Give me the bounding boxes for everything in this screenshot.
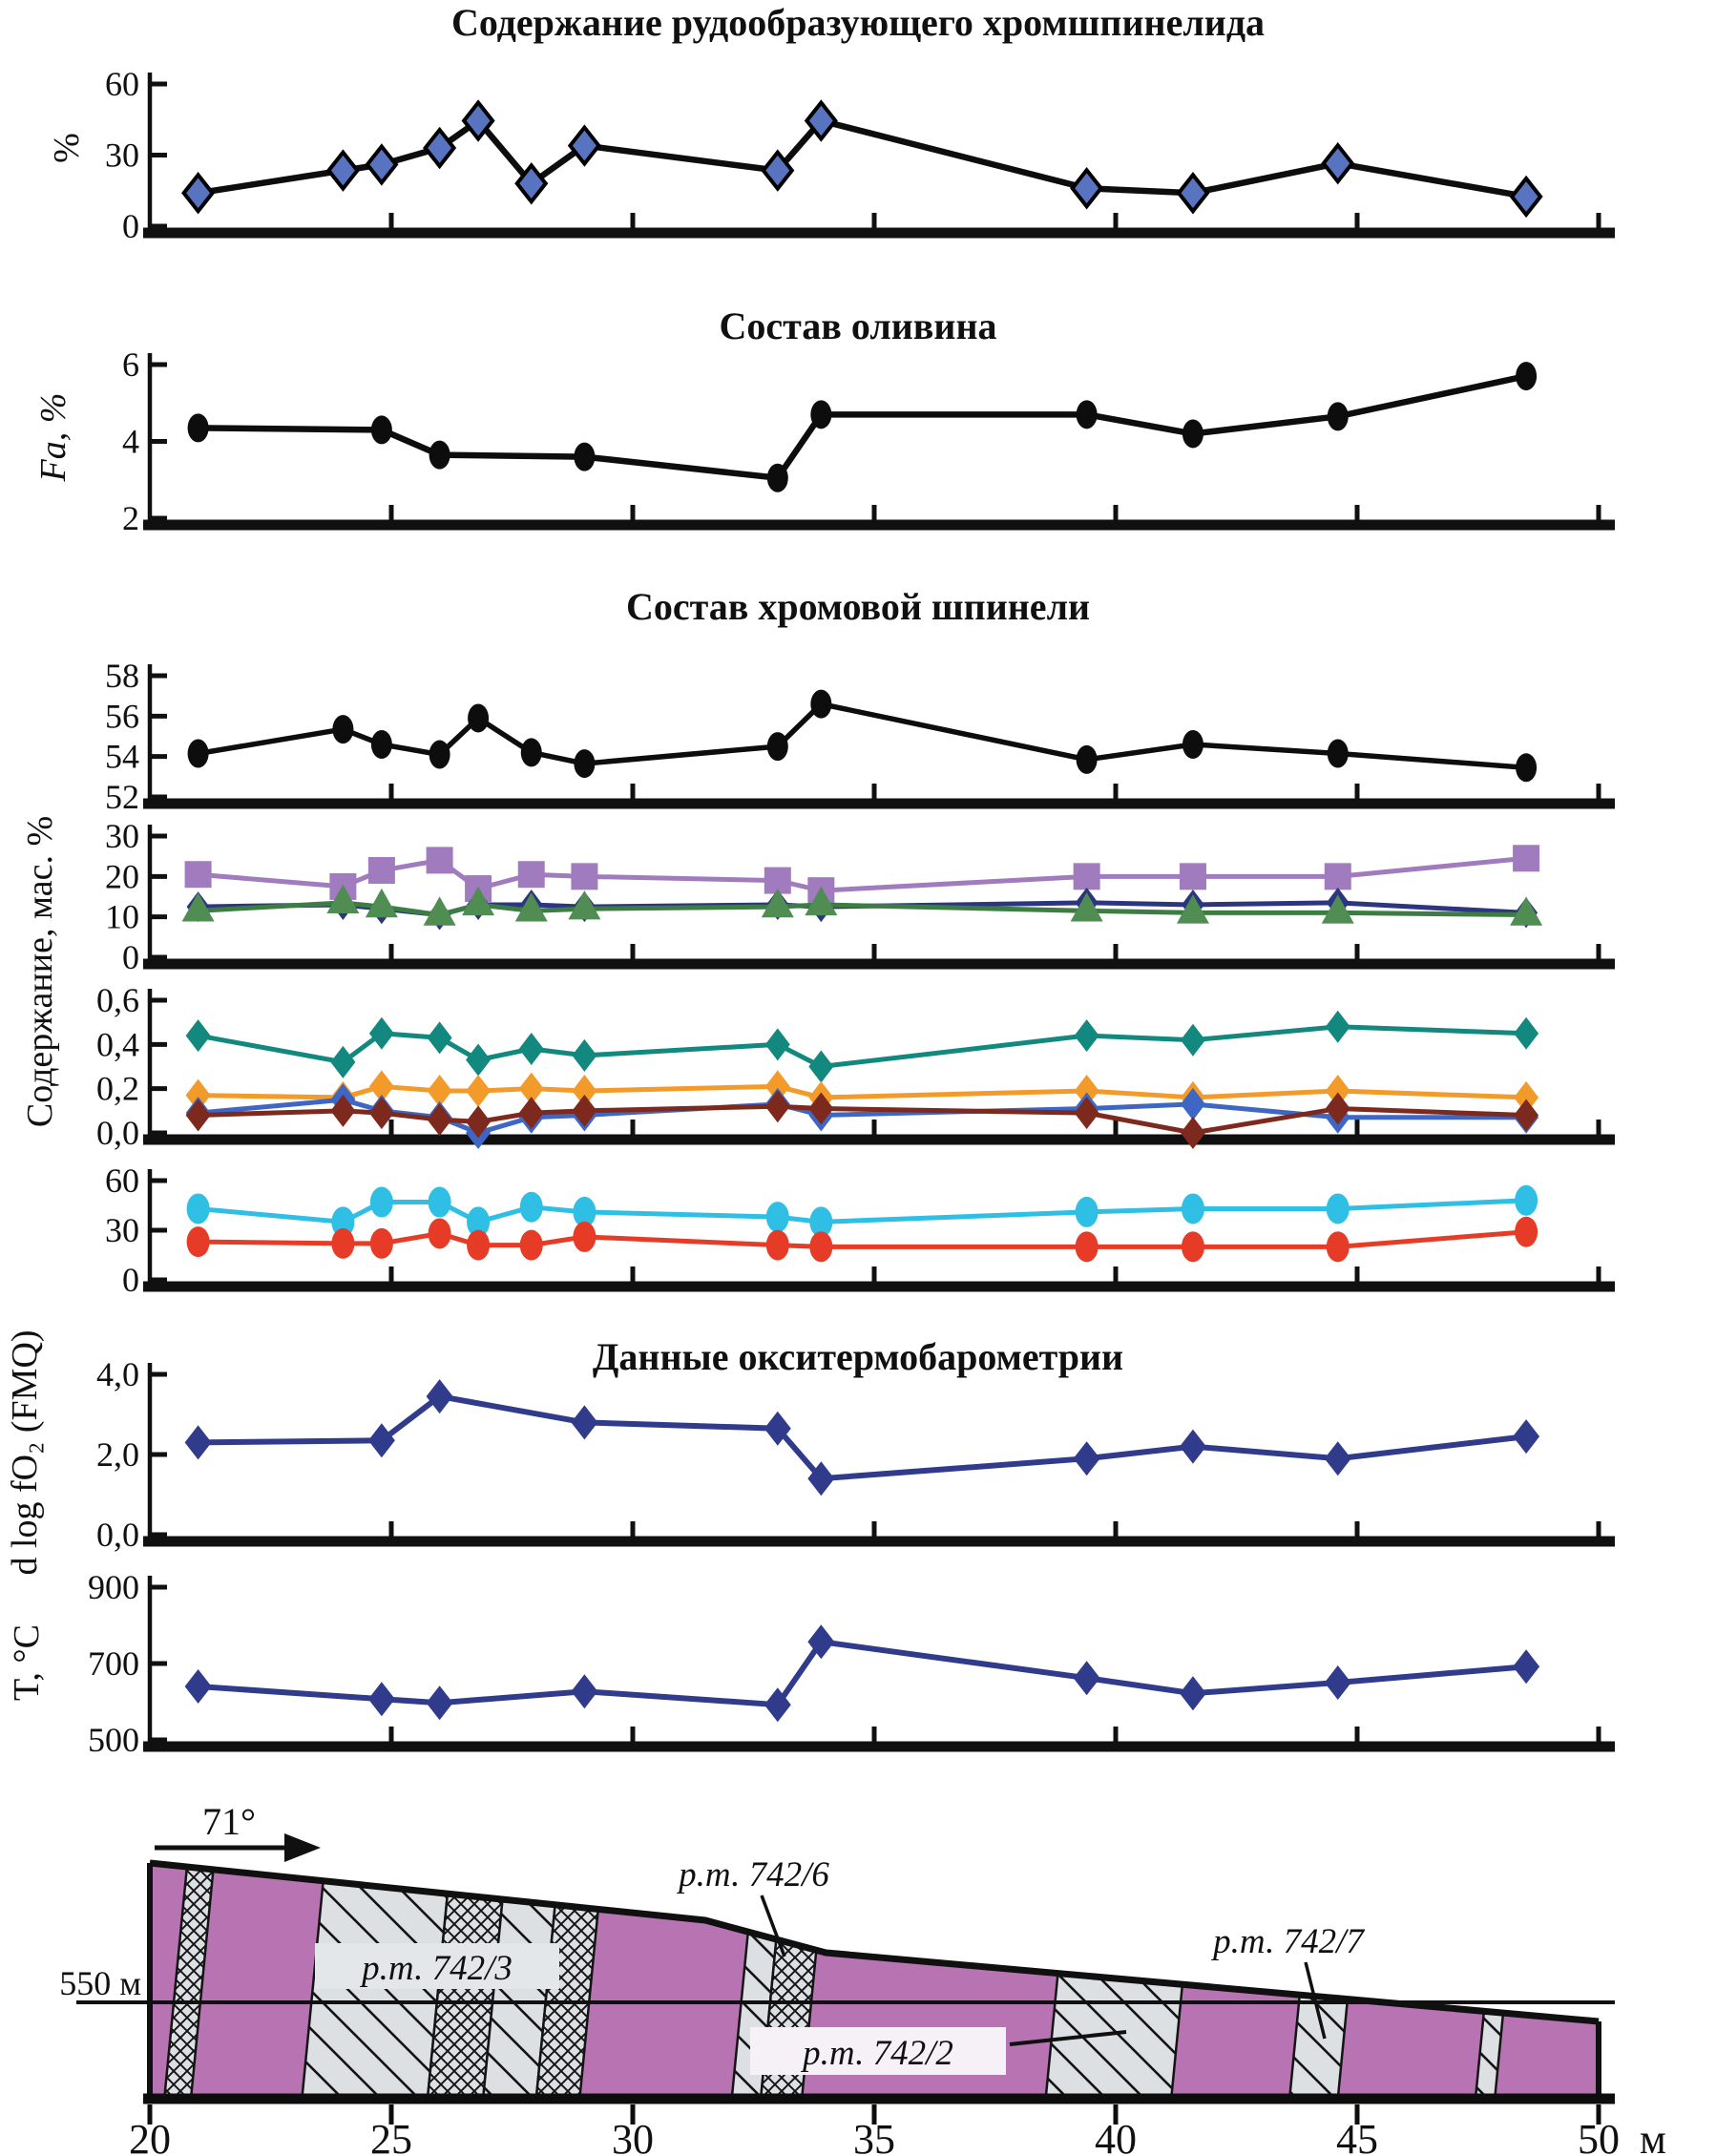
black-circles-marker — [1182, 730, 1203, 759]
black-circles-marker — [810, 400, 831, 429]
black-circles-marker — [1328, 402, 1349, 430]
y-tick-label: 30 — [105, 1211, 139, 1249]
green-triangles-marker — [366, 889, 398, 917]
red-circles-marker — [467, 1230, 490, 1261]
maroon-diamonds-marker — [1075, 1097, 1099, 1129]
maroon-diamonds-marker — [428, 1103, 452, 1136]
oxythermobarometry-title: Данные окситермобарометрии — [592, 1335, 1124, 1378]
blue-diamonds-marker — [570, 128, 598, 164]
purple-squares-marker — [185, 861, 212, 888]
green-triangles-marker — [1177, 894, 1209, 923]
navy-diamonds-line — [199, 1396, 1527, 1478]
chart-ore-content-plot — [0, 38, 1716, 305]
y-tick-label: 56 — [105, 697, 139, 736]
navy-diamonds-marker — [571, 1405, 597, 1439]
purple-squares-marker — [1325, 863, 1351, 890]
teal-diamonds-marker — [330, 1046, 355, 1078]
y-tick-label: 10 — [105, 897, 139, 936]
cross-section — [0, 1799, 1716, 2156]
purple-squares-marker — [1513, 845, 1539, 871]
teal-diamonds-marker — [1075, 1019, 1099, 1052]
y-tick-label: 58 — [105, 657, 139, 695]
teal-diamonds-marker — [765, 1028, 790, 1060]
purple-squares-marker — [571, 863, 597, 890]
x-axis-unit-label: м — [1640, 2116, 1666, 2156]
cyan-circles-marker — [1076, 1197, 1099, 1227]
y-axis-label-percent: % — [47, 133, 87, 163]
black-circles-marker — [332, 715, 353, 743]
blue-diamonds-marker — [1179, 175, 1207, 211]
red-circles-marker — [1327, 1231, 1350, 1262]
x-axis-tick-label: 35 — [853, 2116, 895, 2156]
x-axis-tick-label: 50 — [1578, 2116, 1620, 2156]
black-circles-marker — [429, 441, 450, 470]
blue-diamonds-marker — [1512, 178, 1540, 215]
chart-spinel-mgfe-plot — [0, 1150, 1716, 1308]
black-circles-marker — [574, 749, 595, 778]
red-circles-marker — [370, 1228, 393, 1259]
red-circles-marker — [1182, 1231, 1204, 1262]
direction-label: 71° — [202, 1800, 256, 1843]
blue-diamonds-marker — [426, 130, 454, 166]
red-circles-marker — [187, 1226, 210, 1257]
black-circles-marker — [1077, 745, 1098, 774]
sample-label-742-7: р.т. 742/7 — [1213, 1922, 1364, 1961]
y-tick-label: 0,6 — [96, 981, 139, 1019]
red-circles-marker — [520, 1230, 543, 1261]
y-axis-label-fo2: d log fO₂ (FMQ) — [5, 1329, 45, 1576]
black-circles-marker — [810, 690, 831, 719]
cyan-circles-marker — [520, 1192, 543, 1223]
y-tick-label: 4,0 — [96, 1355, 139, 1393]
y-axis-label-fa: Fa, % — [33, 392, 73, 482]
navy-diamonds-marker — [1074, 1441, 1100, 1476]
teal-diamonds-marker — [1326, 1011, 1350, 1043]
x-axis-tick-label: 45 — [1336, 2116, 1378, 2156]
y-tick-label: 0 — [122, 207, 139, 245]
blue-diamonds-marker — [1324, 145, 1352, 181]
red-circles-marker — [809, 1231, 832, 1262]
y-tick-label: 0,0 — [96, 1516, 139, 1554]
navy-diamonds-marker — [1325, 1665, 1351, 1700]
y-tick-label: 30 — [105, 136, 139, 175]
black-circles-marker — [1516, 362, 1537, 390]
navy-diamonds-marker — [1180, 1676, 1206, 1710]
y-tick-label: 0,0 — [96, 1114, 139, 1152]
black-circles-marker — [767, 464, 788, 492]
cyan-circles-marker — [766, 1202, 789, 1232]
navy-diamonds-marker — [1513, 1649, 1539, 1684]
black-circles-line — [199, 704, 1527, 768]
navy-diamonds-marker — [368, 1682, 395, 1716]
navy-diamonds-marker — [368, 1423, 395, 1457]
y-tick-label: 30 — [105, 817, 139, 855]
y-tick-label: 0 — [122, 1261, 139, 1299]
black-circles-marker — [188, 413, 209, 442]
y-tick-label: 20 — [105, 857, 139, 896]
teal-diamonds-marker — [1514, 1017, 1538, 1050]
navy-diamonds-marker — [427, 1379, 453, 1413]
red-circles-marker — [1076, 1231, 1099, 1262]
chart-temperature-plot — [0, 1563, 1716, 1766]
navy-diamonds-marker — [1325, 1441, 1351, 1476]
navy-diamonds-marker — [571, 1674, 597, 1708]
sample-label-742-2: р.т. 742/2 — [803, 2034, 953, 2073]
purple-squares-marker — [518, 861, 545, 888]
y-tick-label: 900 — [88, 1568, 139, 1606]
purple-squares-marker — [1180, 863, 1206, 890]
y-tick-label: 0,2 — [96, 1069, 139, 1108]
maroon-diamonds-marker — [186, 1099, 211, 1131]
cyan-circles-marker — [1182, 1193, 1204, 1224]
elevation-label: 550 м — [59, 1964, 141, 2002]
cross-section-x-axis — [129, 2099, 1666, 2156]
black-circles-marker — [1516, 753, 1537, 782]
sample-label-742-6: р.т. 742/6 — [679, 1855, 829, 1894]
green-triangles-marker — [1071, 892, 1103, 921]
y-tick-label: 700 — [88, 1644, 139, 1683]
red-circles-marker — [1515, 1217, 1538, 1247]
navy-diamonds-line — [199, 1642, 1527, 1705]
red-circles-marker — [331, 1228, 354, 1259]
y-tick-label: 2 — [122, 499, 139, 537]
chrome-spinel-title: Состав хромовой шпинели — [625, 585, 1091, 628]
y-tick-label: 0,4 — [96, 1025, 139, 1064]
cyan-circles-marker — [1327, 1193, 1350, 1224]
y-tick-label: 0 — [122, 938, 139, 976]
teal-diamonds-marker — [369, 1017, 394, 1050]
navy-diamonds-marker — [185, 1669, 212, 1704]
black-circles-marker — [188, 739, 209, 767]
navy-diamonds-marker — [1513, 1419, 1539, 1454]
y-tick-label: 500 — [88, 1721, 139, 1759]
teal-diamonds-marker — [572, 1039, 596, 1072]
red-circles-marker — [429, 1218, 451, 1248]
teal-diamonds-line — [199, 1027, 1527, 1067]
black-circles-marker — [521, 738, 542, 766]
y-tick-label: 4 — [122, 422, 139, 461]
black-circles-marker — [1182, 419, 1203, 448]
x-axis-tick-label: 20 — [129, 2116, 171, 2156]
blue-diamonds-marker — [328, 153, 357, 189]
x-axis-tick-label: 25 — [370, 2116, 412, 2156]
teal-diamonds-marker — [1181, 1024, 1205, 1057]
green-triangles-marker — [1322, 894, 1354, 923]
teal-diamonds-marker — [186, 1019, 211, 1052]
maroon-diamonds-marker — [572, 1095, 596, 1127]
y-tick-label: 2,0 — [96, 1435, 139, 1474]
purple-squares-marker — [427, 847, 453, 873]
teal-diamonds-marker — [808, 1051, 833, 1083]
orange-diamonds-marker — [466, 1075, 491, 1107]
blue-diamonds-marker — [184, 175, 213, 211]
cyan-circles-marker — [370, 1187, 393, 1218]
navy-diamonds-marker — [427, 1685, 453, 1720]
sample-label-742-3: р.т. 742/3 — [362, 1949, 513, 1988]
y-axis-label-temperature: T, °C — [7, 1624, 47, 1701]
arrow-head-icon — [284, 1833, 321, 1862]
black-circles-marker — [1077, 400, 1098, 429]
purple-squares-marker — [1074, 863, 1100, 890]
x-axis-tick-label: 30 — [612, 2116, 654, 2156]
x-axis-tick-label: 40 — [1095, 2116, 1137, 2156]
black-circles-marker — [1328, 739, 1349, 767]
chart-spinel-cr-plot — [0, 625, 1716, 821]
y-tick-label: 6 — [122, 345, 139, 384]
black-circles-line — [199, 376, 1527, 478]
y-axis-label-content: Содержание, мас. % — [20, 815, 60, 1128]
teal-diamonds-marker — [428, 1021, 452, 1054]
chart-fo2-plot — [0, 1355, 1716, 1556]
red-circles-marker — [766, 1230, 789, 1261]
teal-diamonds-marker — [519, 1033, 544, 1065]
black-circles-marker — [429, 741, 450, 769]
black-circles-marker — [468, 703, 489, 732]
cyan-circles-marker — [187, 1193, 210, 1224]
chart-spinel-minor-plot — [0, 973, 1716, 1160]
y-tick-label: 60 — [105, 1162, 139, 1200]
black-circles-marker — [767, 732, 788, 761]
navy-diamonds-marker — [1074, 1661, 1100, 1695]
olivine-title: Состав оливина — [719, 304, 997, 347]
blue-diamonds-marker — [1073, 170, 1101, 206]
red-circles-marker — [573, 1222, 596, 1252]
ore-content-title: Содержание рудообразующего хромшпинелида — [450, 1, 1266, 44]
blue-diamonds-marker — [367, 146, 396, 182]
y-tick-label: 54 — [105, 737, 139, 776]
black-circles-marker — [371, 730, 392, 759]
chart-olivine-plot — [0, 344, 1716, 568]
cyan-circles-marker — [429, 1187, 451, 1218]
black-circles-marker — [371, 415, 392, 444]
navy-diamonds-marker — [185, 1425, 212, 1459]
maroon-diamonds-marker — [519, 1097, 544, 1129]
maroon-diamonds-marker — [1514, 1099, 1538, 1131]
purple-squares-marker — [368, 857, 395, 884]
black-circles-marker — [574, 443, 595, 471]
y-tick-label: 52 — [105, 778, 139, 816]
maroon-diamonds-marker — [765, 1090, 790, 1122]
chart-spinel-major-plot — [0, 809, 1716, 981]
navy-diamonds-marker — [1180, 1430, 1206, 1464]
teal-diamonds-marker — [466, 1044, 491, 1077]
cyan-circles-marker — [1515, 1185, 1538, 1216]
y-tick-label: 60 — [105, 65, 139, 103]
